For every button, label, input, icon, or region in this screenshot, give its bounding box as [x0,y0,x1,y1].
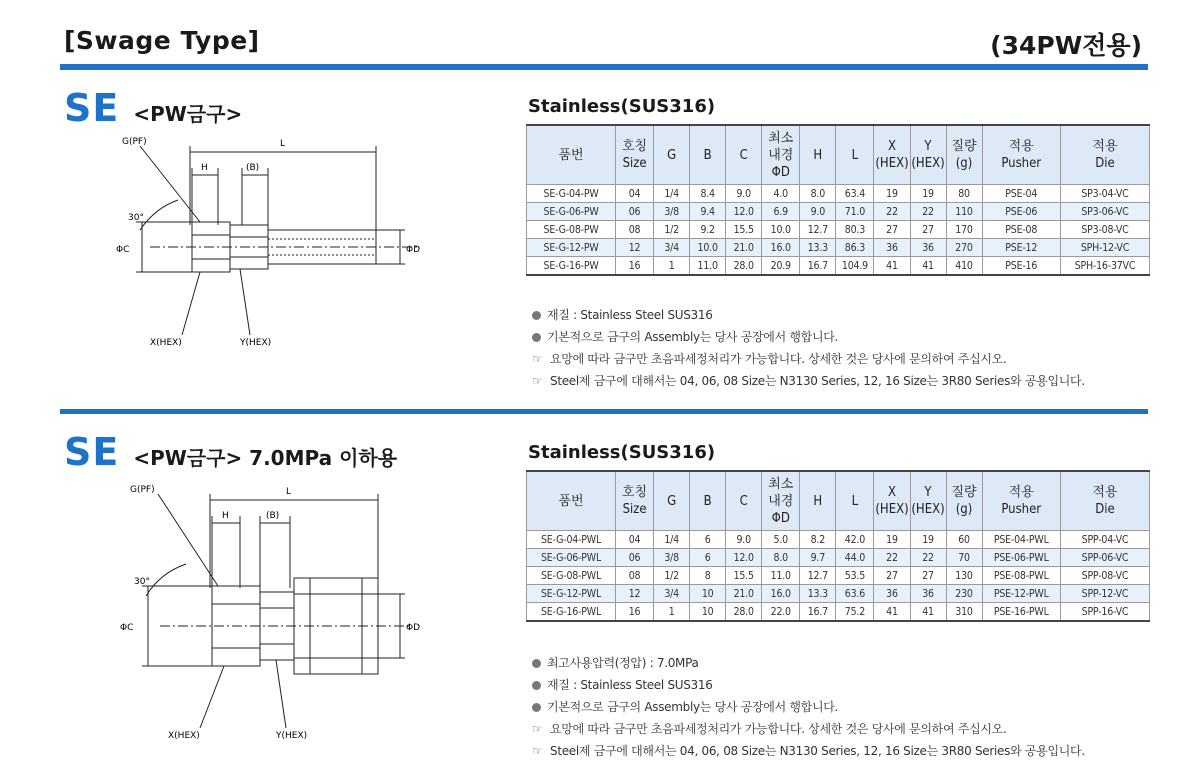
table-cell: 06 [616,549,654,567]
table-cell: 1/2 [654,221,690,239]
table-cell: 80 [946,185,982,203]
table-cell: 44.0 [836,549,874,567]
note-line [532,652,1085,674]
column-header: Y (HEX) [910,125,946,185]
bullet-icon [532,311,541,320]
section-subtitle: <PW금구> 7.0MPa 이하용 [133,446,398,470]
table-cell: 28.0 [726,603,762,622]
table-cell: 10 [690,585,726,603]
table-cell: 28.0 [726,257,762,276]
note-text: Steel제 금구에 대해서는 04, 06, 08 Size는 N3130 Series, 12, 16 Size는 3R80 Series와 공용입니다. [550,374,1085,388]
column-header: 품번 [527,125,616,185]
table-cell: 11.0 [690,257,726,276]
table-cell: 41 [874,257,910,276]
table-cell: 12 [616,239,654,257]
table-cell: 110 [946,203,982,221]
table-cell: 42.0 [836,531,874,549]
table-cell: 3/8 [654,203,690,221]
table-cell: 8.2 [800,531,836,549]
table-cell: 63.6 [836,585,874,603]
dim-label-c: ΦC [120,623,134,633]
bullet-icon [532,703,541,712]
note-text: 기본적으로 금구의 Assembly는 당사 공장에서 행합니다. [547,700,839,714]
table-cell: 41 [910,603,946,622]
dim-label-x: X(HEX) [168,731,200,741]
table-cell: 12.0 [726,549,762,567]
dim-label-h: H [222,511,229,521]
section-header-2 [64,430,397,474]
table-cell: 60 [946,531,982,549]
section-header-1 [64,86,242,130]
table-cell: 1/4 [654,185,690,203]
column-header: 호칭 Size [616,471,654,531]
column-header: B [690,471,726,531]
table-cell: 21.0 [726,585,762,603]
note-text: 재질 : Stainless Steel SUS316 [547,678,713,692]
table-cell: SE-G-16-PW [527,257,616,276]
table-cell: 75.2 [836,603,874,622]
table-cell: SE-G-16-PWL [527,603,616,622]
note-line [532,696,1085,718]
spec-table-1 [526,124,1150,276]
table-cell: 41 [874,603,910,622]
dim-label-l: L [286,487,292,497]
dim-label-d: ΦD [406,623,421,633]
table-cell: 13.3 [800,239,836,257]
column-header: Y (HEX) [910,471,946,531]
column-header: 질량 (g) [946,125,982,185]
dim-label-g: G(PF) [130,485,155,495]
table-row [527,185,1150,203]
table-cell: 27 [910,221,946,239]
table-cell: 22.0 [762,603,800,622]
column-header: H [800,471,836,531]
note-line [532,674,1085,696]
table-cell: 27 [874,221,910,239]
table-cell: 19 [874,531,910,549]
note-line [532,326,1085,348]
table-cell: SP3-04-VC [1060,185,1149,203]
dim-label-b: (B) [246,163,260,173]
table-cell: 9.7 [800,549,836,567]
table-row [527,531,1150,549]
table-row [527,585,1150,603]
table-cell: 16.0 [762,239,800,257]
table-cell: 13.3 [800,585,836,603]
column-header: G [654,125,690,185]
table-cell: SPP-16-VC [1060,603,1149,622]
table-cell: 1/4 [654,531,690,549]
note-text: 기본적으로 금구의 Assembly는 당사 공장에서 행합니다. [547,330,839,344]
table-cell: 3/8 [654,549,690,567]
table-title-1: Stainless(SUS316) [528,96,716,117]
table-cell: 230 [946,585,982,603]
column-header: X (HEX) [874,471,910,531]
table-cell: 15.5 [726,221,762,239]
column-header: L [836,125,874,185]
table-cell: 12.0 [726,203,762,221]
table-cell: 36 [874,585,910,603]
table-cell: 53.5 [836,567,874,585]
dim-label-l: L [280,139,286,149]
table-cell: 41 [910,257,946,276]
note-text: 요망에 따라 금구만 초음파세정처리가 가능합니다. 상세한 것은 당사에 문의하여 주십시오. [550,722,1007,736]
bullet-icon [532,333,541,342]
table-cell: 12.7 [800,221,836,239]
table-cell: SPH-12-VC [1060,239,1149,257]
fitting-drawing-2 [100,478,430,748]
bullet-icon [532,659,541,668]
table-cell: 19 [910,531,946,549]
note-text: 요망에 따라 금구만 초음파세정처리가 가능합니다. 상세한 것은 당사에 문의하여 주십시오. [550,352,1007,366]
column-header: X (HEX) [874,125,910,185]
table-cell: 6.9 [762,203,800,221]
note-line [532,718,1085,740]
table-cell: 9.2 [690,221,726,239]
table-cell: 4.0 [762,185,800,203]
note-line [532,370,1085,392]
table-cell: 06 [616,203,654,221]
table-cell: 70 [946,549,982,567]
table-cell: 6 [690,531,726,549]
table-cell: PSE-04 [982,185,1060,203]
table-cell: 16.7 [800,603,836,622]
dim-label-h: H [201,163,208,173]
table-cell: SPH-16-37VC [1060,257,1149,276]
dim-label-angle: 30° [128,213,144,223]
note-text: Steel제 금구에 대해서는 04, 06, 08 Size는 N3130 Series, 12, 16 Size는 3R80 Series와 공용입니다. [550,744,1085,758]
table-cell: SPP-12-VC [1060,585,1149,603]
table-cell: 310 [946,603,982,622]
column-header: 최소 내경 ΦD [762,471,800,531]
table-cell: 12.7 [800,567,836,585]
table-cell: SE-G-08-PW [527,221,616,239]
table-cell: 16.0 [762,585,800,603]
table-cell: 04 [616,185,654,203]
table-cell: SE-G-08-PWL [527,567,616,585]
section-code: SE [64,86,120,130]
dim-label-y: Y(HEX) [276,731,308,741]
table-cell: 20.9 [762,257,800,276]
table-cell: 10.0 [762,221,800,239]
table-cell: SPP-06-VC [1060,549,1149,567]
table-cell: SE-G-06-PW [527,203,616,221]
column-header: 적용 Pusher [982,471,1060,531]
table-cell: 1 [654,257,690,276]
section-code: SE [64,430,120,474]
section-subtitle: <PW금구> [133,102,243,126]
table-cell: 410 [946,257,982,276]
table-cell: 9.0 [726,185,762,203]
table-cell: 130 [946,567,982,585]
table-cell: SPP-04-VC [1060,531,1149,549]
table-row [527,567,1150,585]
table-cell: 16.7 [800,257,836,276]
table-cell: SE-G-04-PW [527,185,616,203]
table-cell: 36 [910,585,946,603]
table-row [527,221,1150,239]
notes-1 [532,304,1085,392]
table-cell: 6 [690,549,726,567]
page-title: [Swage Type] [64,26,260,55]
table-cell: PSE-06-PWL [982,549,1060,567]
table-cell: 9.0 [726,531,762,549]
table-cell: 22 [874,549,910,567]
dim-label-d: ΦD [406,245,421,255]
table-row [527,257,1150,276]
column-header: L [836,471,874,531]
table-cell: 270 [946,239,982,257]
note-line [532,740,1085,762]
table-cell: 08 [616,567,654,585]
table-title-2: Stainless(SUS316) [528,442,716,463]
note-line [532,304,1085,326]
dim-label-c: ΦC [116,245,130,255]
column-header: G [654,471,690,531]
table-cell: 22 [874,203,910,221]
table-cell: 16 [616,603,654,622]
table-cell: PSE-12-PWL [982,585,1060,603]
table-cell: 04 [616,531,654,549]
table-cell: 8.0 [762,549,800,567]
table-cell: PSE-08 [982,221,1060,239]
pointing-hand-icon: ☞ [532,352,543,366]
column-header: 적용 Die [1060,125,1149,185]
table-cell: SP3-08-VC [1060,221,1149,239]
table-cell: SPP-08-VC [1060,567,1149,585]
table-header-row [527,471,1150,531]
table-cell: 16 [616,257,654,276]
column-header: 최소 내경 ΦD [762,125,800,185]
table-cell: 15.5 [726,567,762,585]
dim-label-angle: 30° [134,577,150,587]
note-text: 재질 : Stainless Steel SUS316 [547,308,713,322]
pointing-hand-icon: ☞ [532,374,543,388]
table-cell: PSE-16 [982,257,1060,276]
table-cell: 19 [874,185,910,203]
table-cell: 86.3 [836,239,874,257]
bullet-icon [532,681,541,690]
table-cell: 36 [874,239,910,257]
table-cell: 63.4 [836,185,874,203]
table-cell: 12 [616,585,654,603]
table-cell: SE-G-06-PWL [527,549,616,567]
table-cell: 8 [690,567,726,585]
table-cell: 3/4 [654,239,690,257]
pointing-hand-icon: ☞ [532,744,543,758]
spec-table-2 [526,470,1150,622]
column-header: 호칭 Size [616,125,654,185]
table-cell: 9.0 [800,203,836,221]
table-cell: SP3-06-VC [1060,203,1149,221]
table-row [527,549,1150,567]
column-header: H [800,125,836,185]
table-cell: 21.0 [726,239,762,257]
notes-2 [532,652,1085,762]
table-cell: 170 [946,221,982,239]
table-cell: SE-G-12-PWL [527,585,616,603]
table-cell: SE-G-04-PWL [527,531,616,549]
table-cell: 80.3 [836,221,874,239]
table-cell: 3/4 [654,585,690,603]
table-cell: 08 [616,221,654,239]
table-cell: PSE-08-PWL [982,567,1060,585]
table-row [527,239,1150,257]
column-header: 품번 [527,471,616,531]
table-cell: 36 [910,239,946,257]
column-header: B [690,125,726,185]
table-cell: 27 [874,567,910,585]
column-header: 적용 Die [1060,471,1149,531]
table-cell: 1 [654,603,690,622]
section-divider [60,409,1148,414]
column-header: 질량 (g) [946,471,982,531]
table-cell: 5.0 [762,531,800,549]
dim-label-b: (B) [266,511,280,521]
table-cell: PSE-16-PWL [982,603,1060,622]
table-cell: 1/2 [654,567,690,585]
dim-label-g: G(PF) [122,137,147,147]
fitting-drawing-1 [100,130,430,355]
pointing-hand-icon: ☞ [532,722,543,736]
table-cell: 9.4 [690,203,726,221]
title-divider [60,64,1148,70]
table-cell: 22 [910,549,946,567]
table-cell: 11.0 [762,567,800,585]
dim-label-y: Y(HEX) [240,338,272,348]
note-line [532,348,1085,370]
table-cell: 71.0 [836,203,874,221]
table-row [527,603,1150,622]
table-cell: PSE-04-PWL [982,531,1060,549]
note-text: 최고사용압력(정압) : 7.0MPa [547,656,699,670]
table-header-row [527,125,1150,185]
column-header: C [726,471,762,531]
table-cell: 8.4 [690,185,726,203]
column-header: 적용 Pusher [982,125,1060,185]
table-cell: 22 [910,203,946,221]
table-cell: PSE-06 [982,203,1060,221]
table-cell: 19 [910,185,946,203]
table-row [527,203,1150,221]
table-cell: 10.0 [690,239,726,257]
table-cell: 27 [910,567,946,585]
table-cell: SE-G-12-PW [527,239,616,257]
table-cell: 8.0 [800,185,836,203]
dim-label-x: X(HEX) [150,338,182,348]
column-header: C [726,125,762,185]
table-cell: PSE-12 [982,239,1060,257]
table-cell: 104.9 [836,257,874,276]
page-subtitle: (34PW전용) [990,31,1142,60]
table-cell: 10 [690,603,726,622]
